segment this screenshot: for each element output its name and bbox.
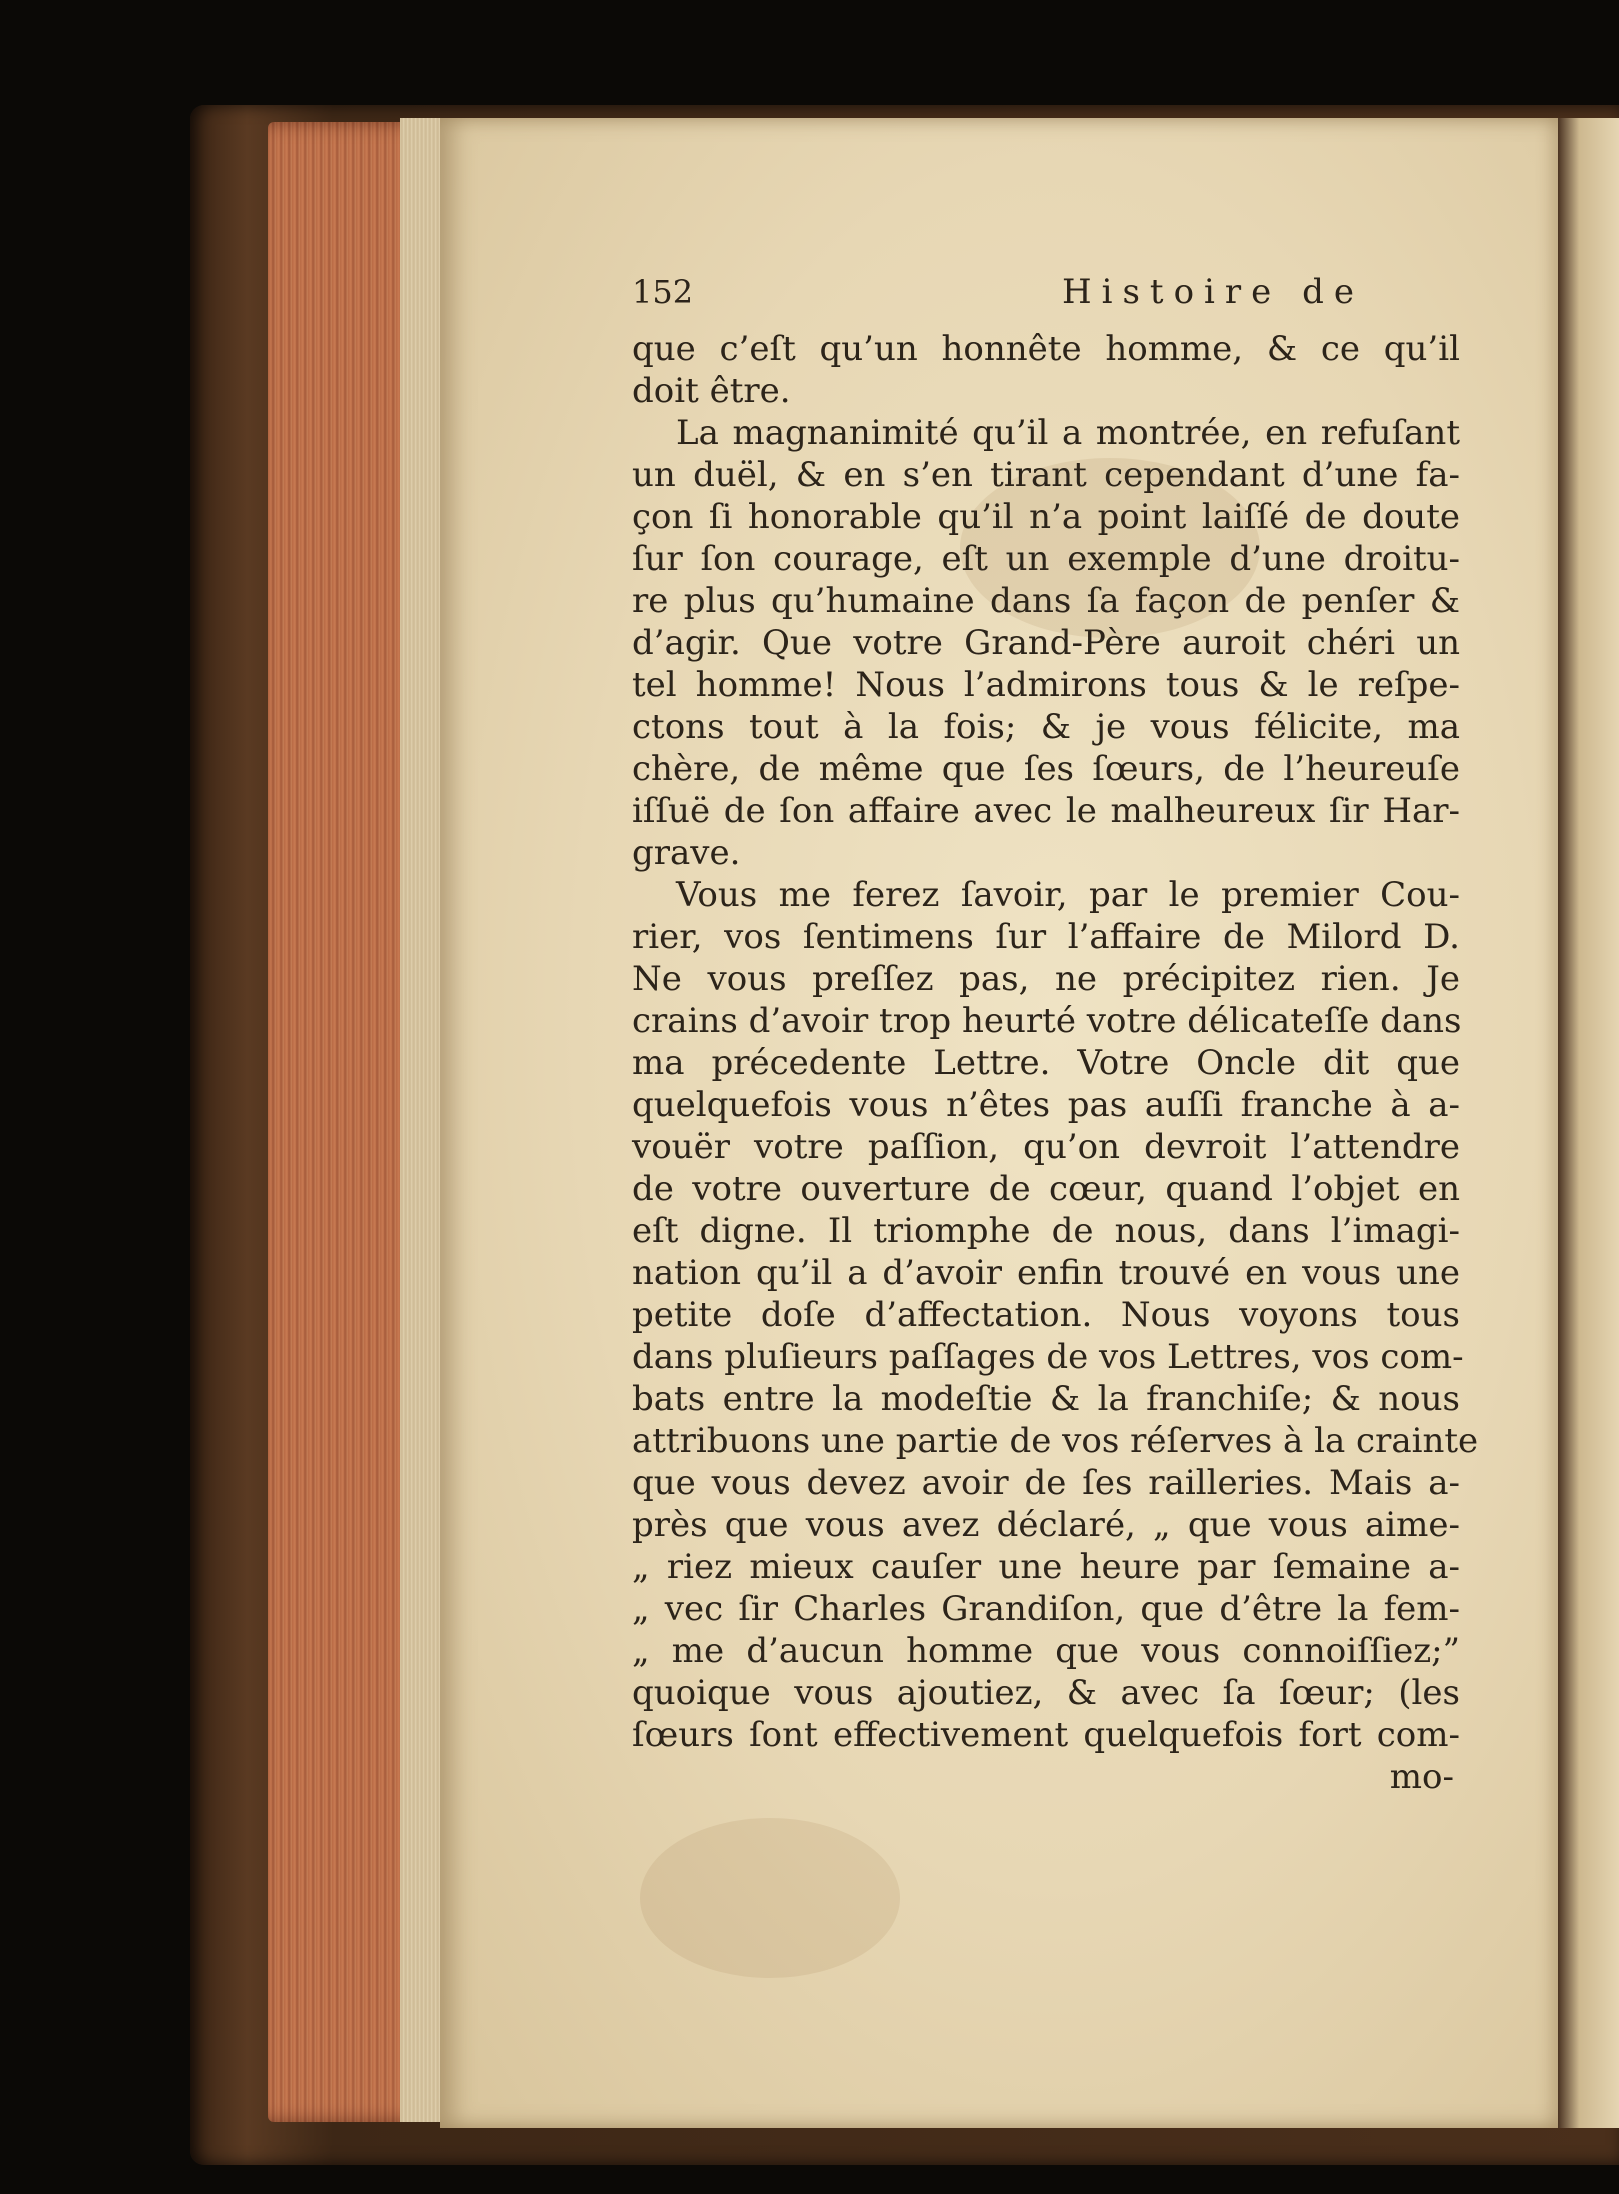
text-line: „ vec ſir Charles Grandiſon, que d’être la fem- <box>632 1589 1460 1629</box>
text-line: quelquefois vous n’êtes pas auſſi franche à a- <box>632 1085 1460 1125</box>
text-line: bats entre la modeſtie & la franchiſe; & nous <box>632 1379 1460 1419</box>
text-line: que c’eſt qu’un honnête homme, & ce qu’il <box>632 329 1460 369</box>
body-text <box>632 328 1479 1756</box>
text-line: rier, vos ſentimens ſur l’affaire de Milord D. <box>632 917 1460 957</box>
running-title: Histoire de <box>1061 272 1364 312</box>
text-line: un duël, & en s’en tirant cependant d’une fa- <box>632 455 1460 495</box>
text-line: dans pluſieurs paſſages de vos Lettres, vos com- <box>632 1337 1464 1377</box>
page-header <box>632 272 1460 324</box>
text-line: tel homme! Nous l’admirons tous & le reſpe- <box>632 665 1460 705</box>
text-line: çon ſi honorable qu’il n’a point laiſſé de doute <box>632 497 1460 537</box>
text-line: ma précedente Lettre. Votre Oncle dit que <box>632 1043 1460 1083</box>
text-line: doit être. <box>632 371 791 411</box>
text-line: re plus qu’humaine dans ſa façon de penſer & <box>632 581 1460 621</box>
text-line: grave. <box>632 833 741 873</box>
paper-stain <box>640 1818 900 1978</box>
text-line: chère, de même que ſes ſœurs, de l’heureuſe <box>632 749 1460 789</box>
text-line: iſſuë de ſon affaire avec le malheureux ſir Har- <box>632 791 1460 831</box>
text-line: Vous me ferez ſavoir, par le premier Cou- <box>676 875 1460 915</box>
text-line: Ne vous preſſez pas, ne précipitez rien. Je <box>632 959 1460 999</box>
text-line: ſur ſon courage, eſt un exemple d’une droitu- <box>632 539 1460 579</box>
text-line: „ me d’aucun homme que vous connoiſſiez;” <box>632 1631 1460 1671</box>
page-text <box>632 272 1479 1798</box>
text-line: que vous devez avoir de ſes railleries. Mais a- <box>632 1463 1460 1503</box>
text-line: petite doſe d’affectation. Nous voyons tous <box>632 1295 1460 1335</box>
text-line: vouër votre paſſion, qu’on devroit l’attendre <box>632 1127 1460 1167</box>
next-page-edge <box>1558 118 1619 2128</box>
text-line: „ riez mieux cauſer une heure par ſemaine a- <box>632 1547 1460 1587</box>
text-line: de votre ouverture de cœur, quand l’objet en <box>632 1169 1460 1209</box>
text-line: ctons tout à la fois; & je vous félicite, ma <box>632 707 1460 747</box>
page-number: 152 <box>632 273 694 311</box>
text-line: ſœurs ſont effectivement quelquefois fort com- <box>632 1715 1460 1755</box>
text-line: près que vous avez déclaré, „ que vous aime- <box>632 1505 1460 1545</box>
text-line: attribuons une partie de vos réſerves à la crainte <box>632 1421 1479 1461</box>
catchword: mo- <box>1389 1757 1454 1797</box>
text-line: crains d’avoir trop heurté votre délicateſſe dans <box>632 1001 1462 1041</box>
text-line: La magnanimité qu’il a montrée, en refuſant <box>676 413 1460 453</box>
text-line: eſt digne. Il triomphe de nous, dans l’imagi- <box>632 1211 1460 1251</box>
text-line: nation qu’il a d’avoir enfin trouvé en vous une <box>632 1253 1460 1293</box>
text-line: quoique vous ajoutiez, & avec ſa ſœur; (les <box>632 1673 1460 1713</box>
text-line: d’agir. Que votre Grand-Père auroit chéri un <box>632 623 1460 663</box>
